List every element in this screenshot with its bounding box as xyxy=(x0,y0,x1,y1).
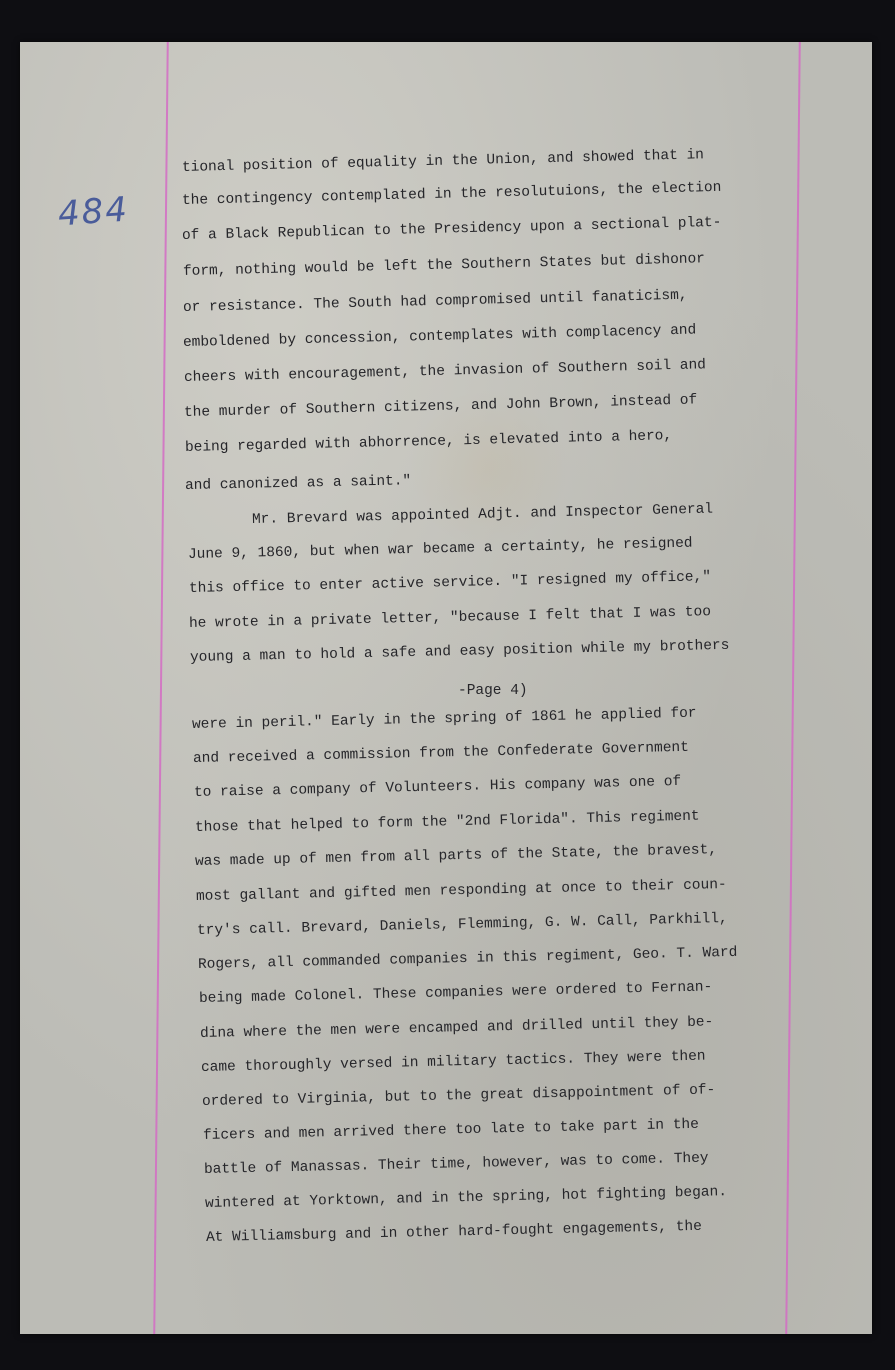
text-line: June 9, 1860, but when war became a certainty, he resigned xyxy=(187,535,693,563)
text-line: Mr. Brevard was appointed Adjt. and Inspector General xyxy=(251,501,714,528)
text-line: were in peril." Early in the spring of 1861 he applied for xyxy=(191,705,697,733)
text-line: wintered at Yorktown, and in the spring, hot fighting began. xyxy=(204,1184,728,1212)
text-line: try's call. Brevard, Daniels, Flemming, G. W. Call, Parkhill, xyxy=(196,910,728,939)
text-line: the murder of Southern citizens, and John Brown, instead of xyxy=(183,392,698,421)
text-line: young a man to hold a safe and easy position while my brothers xyxy=(189,637,730,666)
text-line: cheers with encouragement, the invasion of Southern soil and xyxy=(183,357,707,386)
text-line: ficers and men arrived there too late to take part in the xyxy=(202,1116,700,1144)
text-line: At Williamsburg and in other hard-fought engagements, the xyxy=(205,1218,703,1246)
text-line: most gallant and gifted men responding at once to their coun- xyxy=(195,876,727,905)
left-margin-line xyxy=(153,42,169,1334)
text-line: those that helped to form the "2nd Florida". This regiment xyxy=(194,808,700,836)
text-line: or resistance. The South had compromised until fanaticism, xyxy=(182,287,688,316)
text-line: of a Black Republican to the Presidency upon a sectional plat- xyxy=(181,214,722,244)
text-line: Rogers, all commanded companies in this regiment, Geo. T. Ward xyxy=(197,944,738,973)
text-line: came thoroughly versed in military tactics. They were then xyxy=(200,1048,706,1076)
text-line: and received a commission from the Confederate Government xyxy=(192,739,690,767)
page-marker: -Page 4) xyxy=(458,683,528,699)
text-line: he wrote in a private letter, "because I felt that I was too xyxy=(188,604,712,632)
text-line: this office to enter active service. "I resigned my office," xyxy=(188,569,712,597)
text-line: battle of Manassas. Their time, however, was to come. They xyxy=(203,1150,709,1178)
handwritten-page-number: 484 xyxy=(56,189,131,235)
text-line: being made Colonel. These companies were ordered to Fernan- xyxy=(198,979,713,1007)
text-line: and canonized as a saint." xyxy=(184,473,412,494)
text-line: being regarded with abhorrence, is elevated into a hero, xyxy=(184,428,673,456)
text-line: the contingency contemplated in the resolutuions, the election xyxy=(181,179,722,209)
text-line: tional position of equality in the Union, and showed that in xyxy=(181,147,705,176)
document-page xyxy=(20,42,872,1334)
text-line: ordered to Virginia, but to the great disappointment of of- xyxy=(201,1082,716,1110)
text-line: form, nothing would be left the Southern States but dishonor xyxy=(182,251,706,280)
text-line: to raise a company of Volunteers. His company was one of xyxy=(193,773,682,801)
right-margin-line xyxy=(785,42,801,1334)
text-line: emboldened by concession, contemplates with complacency and xyxy=(182,322,697,351)
text-line: dina where the men were encamped and drilled until they be- xyxy=(199,1014,714,1042)
text-line: was made up of men from all parts of the State, the bravest, xyxy=(194,842,718,870)
